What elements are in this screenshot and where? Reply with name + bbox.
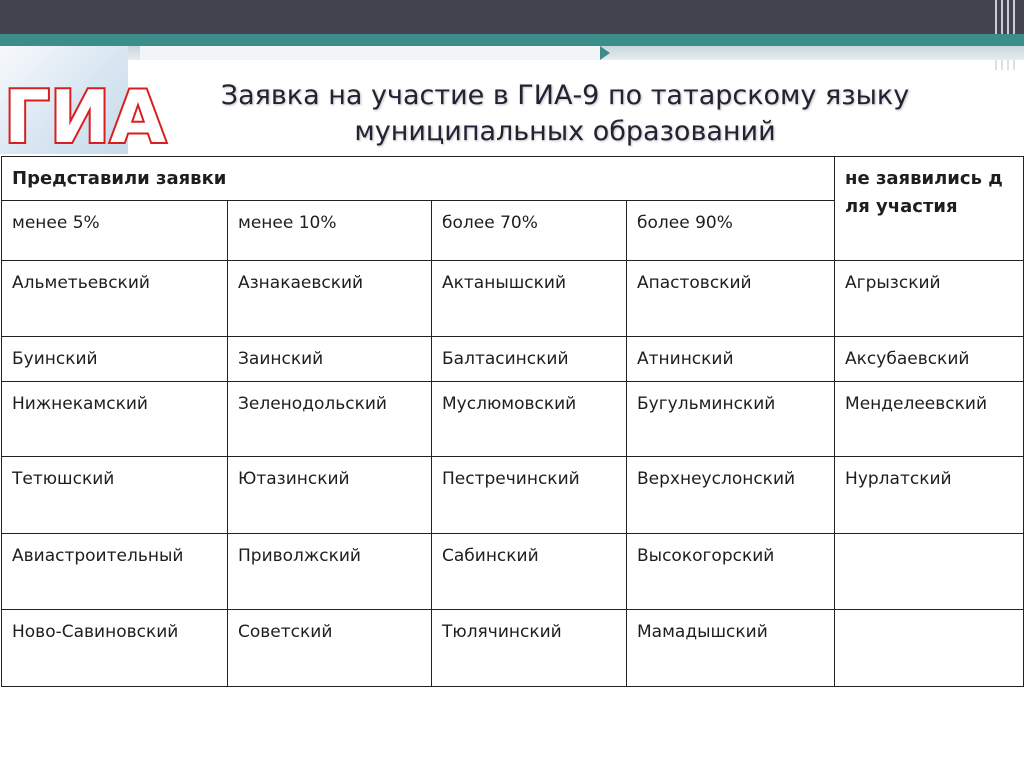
table-cell: Актанышский	[432, 261, 627, 337]
page-title	[140, 78, 990, 150]
table-cell: Азнакаевский	[228, 261, 432, 337]
table-cell: Сабинский	[432, 534, 627, 610]
table-row	[2, 261, 1024, 337]
table-cell	[835, 534, 1024, 610]
table-cell: Приволжский	[228, 534, 432, 610]
table-cell: Авиастроительный	[2, 534, 228, 610]
table-cell: Мамадышский	[627, 610, 835, 687]
table-cell: Ютазинский	[228, 457, 432, 534]
table-row	[2, 382, 1024, 457]
table-cell: Менделеевский	[835, 382, 1024, 457]
table-cell: Балтасинский	[432, 337, 627, 382]
table-row	[2, 610, 1024, 687]
header-submitted: Представили заявки	[2, 157, 835, 201]
table-cell: Верхнеуслонский	[627, 457, 835, 534]
gia-logo	[0, 46, 166, 159]
table-cell: Тетюшский	[2, 457, 228, 534]
light-band	[0, 46, 1024, 60]
teal-band	[0, 34, 1024, 46]
logo-text: ГИА	[4, 75, 166, 159]
table-row	[2, 534, 1024, 610]
subheader-more-90: более 90%	[627, 201, 835, 261]
table-cell: Нурлатский	[835, 457, 1024, 534]
subheader-more-70: более 70%	[432, 201, 627, 261]
table-cell: Ново-Савиновский	[2, 610, 228, 687]
gia-logo-graphic	[0, 46, 166, 159]
subheader-less-10: менее 10%	[228, 201, 432, 261]
table-cell: Советский	[228, 610, 432, 687]
title-line-1: Заявка на участие в ГИА-9 по татарскому языку	[220, 80, 910, 111]
subheader-less-5: менее 5%	[2, 201, 228, 261]
table-cell: Атнинский	[627, 337, 835, 382]
title-line-2: муниципальных образований	[354, 116, 776, 147]
table-cell	[835, 610, 1024, 687]
table-row	[2, 337, 1024, 382]
table-cell: Аксубаевский	[835, 337, 1024, 382]
table-cell: Пестречинский	[432, 457, 627, 534]
table-cell: Высокогорский	[627, 534, 835, 610]
header-not-submitted: не заявились для участия	[835, 157, 1024, 261]
municipalities-table	[1, 156, 1024, 687]
table-cell: Зеленодольский	[228, 382, 432, 457]
table-row	[2, 457, 1024, 534]
arrow-icon	[600, 46, 610, 60]
table-cell: Муслюмовский	[432, 382, 627, 457]
table-cell: Агрызский	[835, 261, 1024, 337]
table-cell: Альметьевский	[2, 261, 228, 337]
table-cell: Нижнекамский	[2, 382, 228, 457]
table-cell: Бугульминский	[627, 382, 835, 457]
table-cell: Апастовский	[627, 261, 835, 337]
table-cell: Тюлячинский	[432, 610, 627, 687]
top-bar	[0, 0, 1024, 34]
table-cell: Буинский	[2, 337, 228, 382]
table-header-row	[2, 157, 1024, 201]
table-cell: Заинский	[228, 337, 432, 382]
